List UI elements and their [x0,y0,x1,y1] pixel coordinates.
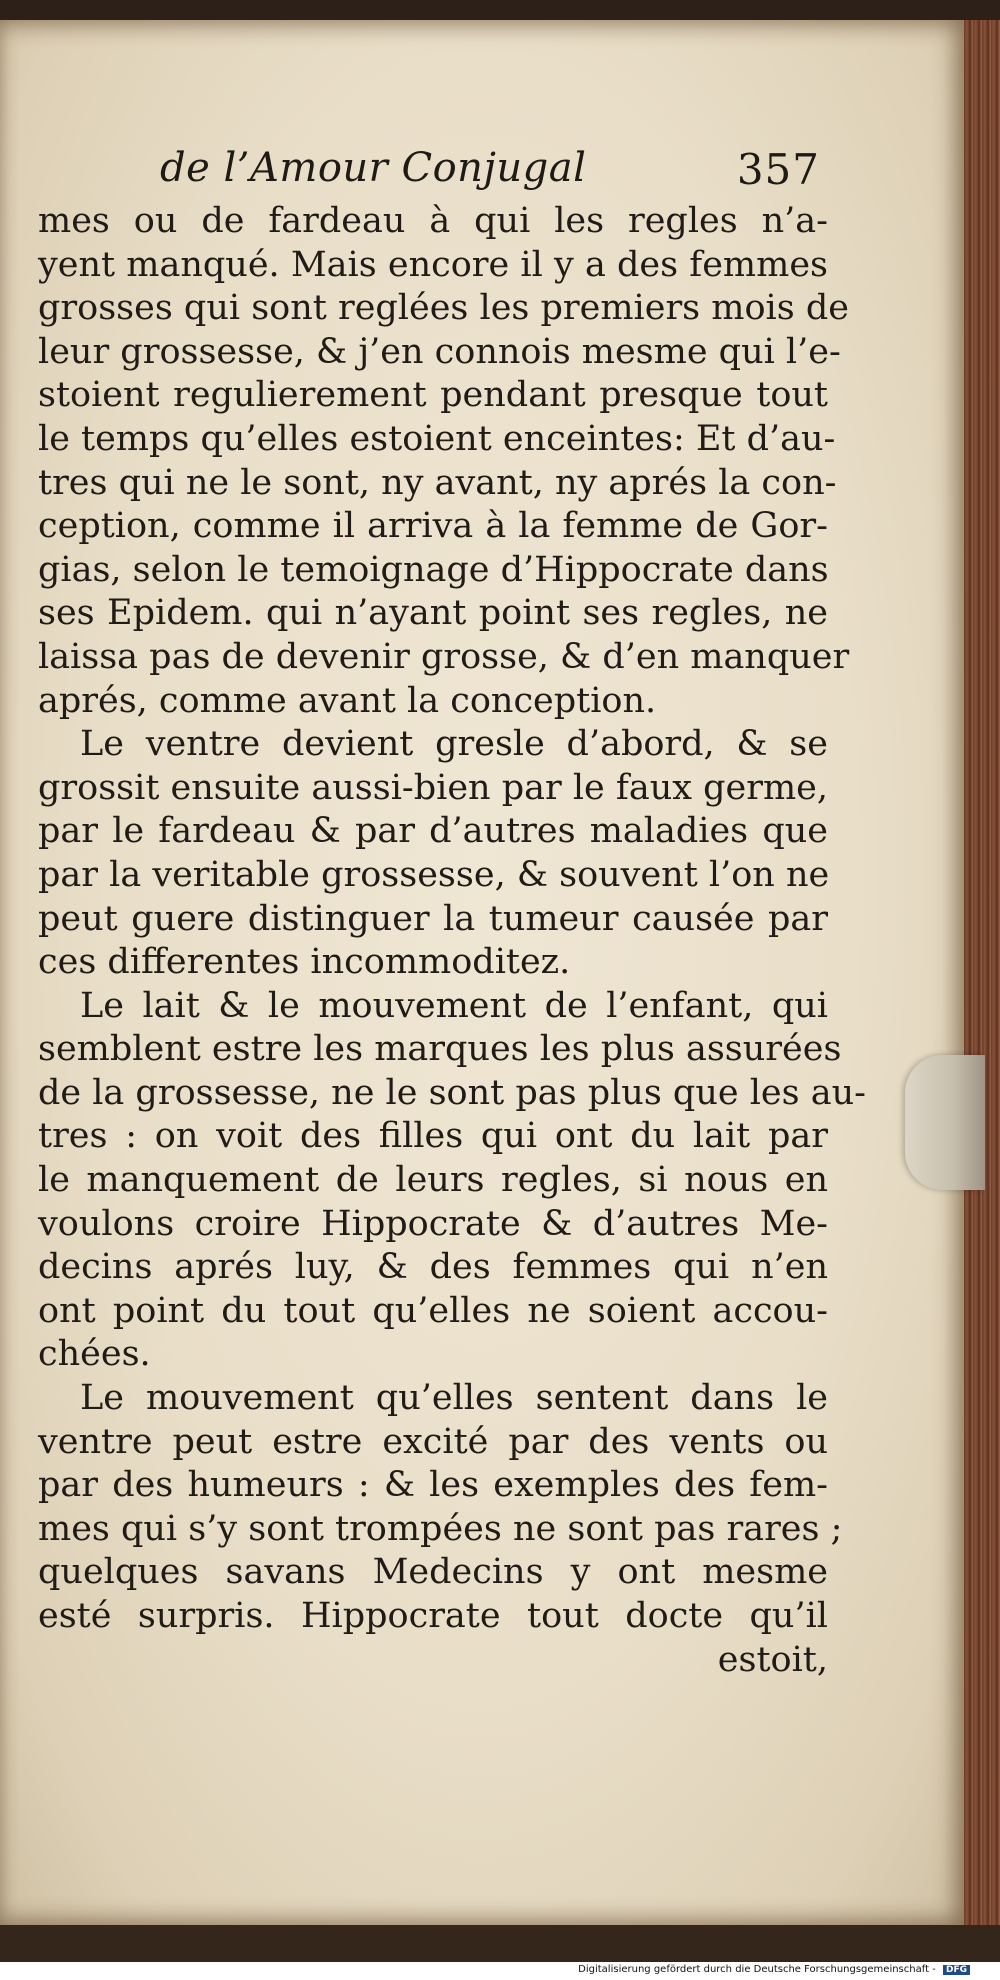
text-line: leur grossesse, & j’en connois mesme qui l’e- [38,331,841,372]
paragraph-start: Le lait & le mouvement de l’enfant, qui [80,985,828,1026]
text-line: decins aprés luy, & des femmes qui n’en [38,1247,828,1288]
text-line: yent manqué. Mais encore il y a des femmes [38,244,828,285]
paragraph-start: Le mouvement qu’elles sentent dans le [80,1378,828,1419]
text-line: quelques savans Medecins y ont mesme [38,1552,828,1593]
dfg-logo: DFG [943,1965,970,1975]
text-line: de la grossesse, ne le sont pas plus que les au- [38,1072,866,1113]
text-line: tres : on voit des filles qui ont du lait par [38,1116,828,1157]
text-line: le manquement de leurs regles, si nous en [38,1160,828,1201]
text-line: ception, comme il arriva à la femme de Gor- [38,506,828,547]
text-line: grossit ensuite aussi-bien par le faux germe, [38,767,828,808]
digitization-credit [578,1964,970,1975]
text-line: le temps qu’elles estoient enceintes: Et d’au- [38,418,836,459]
text-line: chées. [38,1334,151,1375]
text-line: par la veritable grossesse, & souvent l’on ne [38,854,830,895]
text-line: semblent estre les marques les plus assurées [38,1029,842,1070]
running-title: de l’Amour Conjugal [160,145,587,191]
text-line: par le fardeau & par d’autres maladies que [38,811,828,852]
book-edge [964,20,1000,1925]
body-text [38,200,866,1682]
paragraph-start: Le ventre devient gresle d’abord, & se [80,724,828,765]
text-line: mes ou de fardeau à qui les regles n’a- [38,201,828,241]
text-line: ont point du tout qu’elles ne soient accou- [38,1290,828,1331]
text-line: ventre peut estre excité par des vents ou [38,1421,828,1462]
catchword: estoit, [717,1639,828,1680]
text-line: gias, selon le temoignage d’Hippocrate dans [38,549,829,590]
text-line: stoient regulierement pendant presque tout [38,375,828,416]
text-line: par des humeurs : & les exemples des fem- [38,1465,828,1506]
text-line: ses Epidem. qui n’ayant point ses regles, ne [38,593,828,634]
credit-text: Digitalisierung gefördert durch die Deutsche Forschungsgemeinschaft - [578,1964,936,1975]
text-line: tres qui ne le sont, ny avant, ny aprés la con- [38,462,837,503]
text-line: laissa pas de devenir grosse, & d’en manquer [38,636,850,677]
text-line: mes qui s’y sont trompées ne sont pas rares ; [38,1508,843,1549]
text-line: esté surpris. Hippocrate tout docte qu’il [38,1596,828,1636]
text-line: grosses qui sont reglées les premiers mois de [38,288,849,329]
running-head [160,145,820,205]
page-number: 357 [736,145,820,194]
text-line: peut guere distinguer la tumeur causée par [38,898,828,939]
text-line: aprés, comme avant la conception. [38,680,657,721]
page-clip [905,1055,985,1190]
text-line: ces differentes incommoditez. [38,942,571,983]
text-line: voulons croire Hippocrate & d’autres Me- [38,1203,828,1244]
